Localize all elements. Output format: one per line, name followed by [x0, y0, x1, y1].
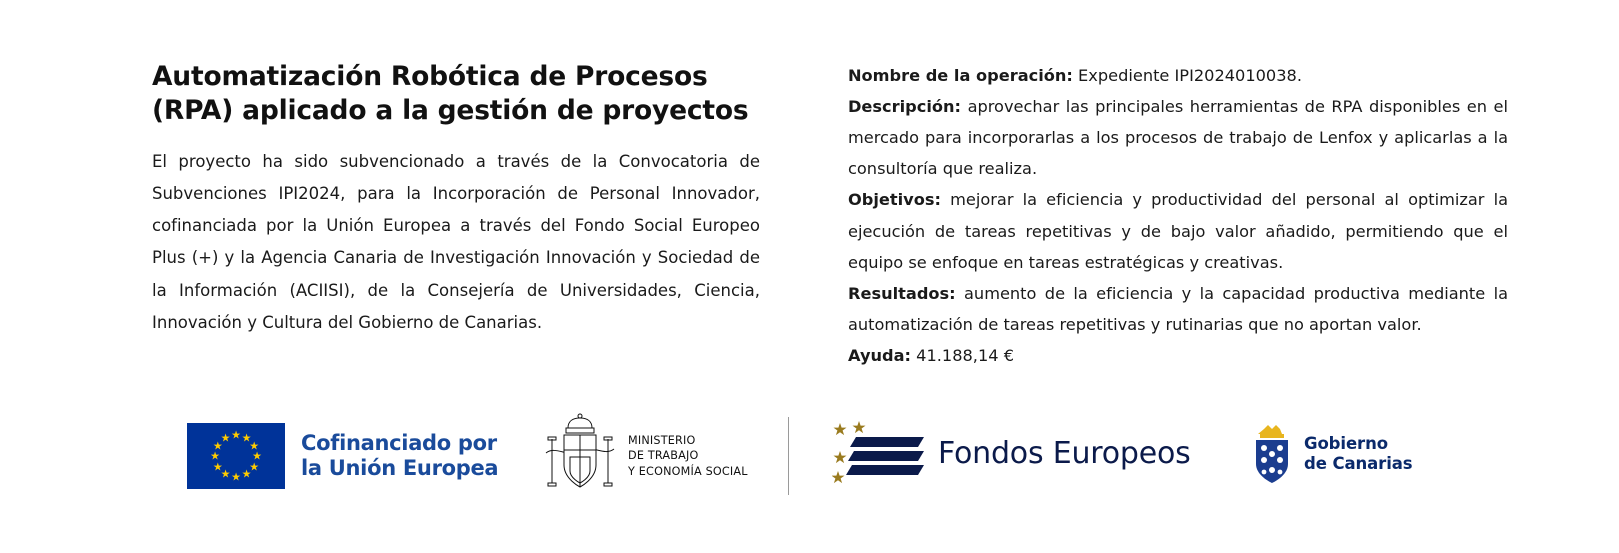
logo-divider	[788, 417, 789, 495]
ministerio-logo-text	[628, 433, 748, 478]
eu-star-icon: ★	[220, 431, 231, 445]
description-row	[848, 91, 1508, 184]
eu-star-icon: ★	[212, 460, 223, 473]
operation-row	[848, 60, 1508, 91]
results-label: Resultados:	[848, 283, 956, 303]
page-title-line-2: (RPA) aplicado a la gestión de proyectos	[152, 94, 749, 126]
eu-star-icon: ★	[231, 428, 241, 442]
eu-star-icon: ★	[212, 439, 223, 452]
fondos-europeos-logo	[832, 421, 1191, 485]
logo-strip	[152, 405, 1512, 510]
eu-logo-text-line-1: Cofinanciado por	[301, 431, 497, 456]
description-label: Descripción:	[848, 97, 962, 117]
gobierno-canarias-logo	[1250, 423, 1413, 485]
eu-flag-icon	[187, 423, 285, 489]
ministerio-line-1: MINISTERIO	[628, 434, 696, 448]
eu-star-icon: ★	[241, 431, 252, 445]
ministerio-line-3: Y ECONOMÍA SOCIAL	[628, 464, 748, 478]
aid-value: 41.188,14 €	[916, 345, 1015, 365]
page-title-line-1: Automatización Robótica de Procesos	[152, 61, 708, 92]
project-description-paragraph: El proyecto ha sido subvencionado a través de la Convocatoria de Subvenciones IPI2024, para la Incorporación de Personal Innovador, cofinanciada por la Unión Europea a través del Fondo Social Europeo Plus (+) y la Agencia Canaria de Investigación Innovación y Sociedad de la Información (ACIISI), de la Consejería de Universidades, Ciencia, Innovación y Cultura del Gobierno de Canarias.	[152, 151, 760, 332]
ministerio-logo	[542, 413, 748, 499]
eu-star-icon: ★	[231, 470, 241, 484]
eu-logo-text-line-2: la Unión Europea	[301, 456, 499, 480]
aid-row	[848, 340, 1508, 371]
objectives-label: Objetivos:	[848, 190, 941, 210]
page-title	[152, 60, 760, 128]
left-column	[152, 60, 760, 371]
ministerio-coat-of-arms-icon	[542, 413, 618, 499]
gobierno-line-1: Gobierno	[1304, 434, 1388, 454]
fondos-europeos-icon	[832, 421, 924, 485]
gobierno-canarias-text	[1304, 434, 1413, 474]
gobierno-line-2: de Canarias	[1304, 454, 1413, 473]
description-value: aprovechar las principales herramientas de RPA disponibles en el mercado para incorporarlas a los procesos de trabajo de Lenfox y aplicarlas a la consultoría que realiza.	[848, 97, 1509, 179]
right-column	[848, 60, 1508, 371]
results-row	[848, 278, 1508, 340]
content-columns	[152, 60, 1512, 371]
eu-logo-text	[301, 431, 498, 481]
eu-star-icon: ★	[210, 449, 220, 463]
eu-star-icon: ★	[249, 439, 260, 452]
ministerio-line-2: DE TRABAJO	[628, 449, 699, 463]
objectives-value: mejorar la eficiencia y productividad del personal al optimizar la ejecución de tareas repetitivas y de bajo valor añadido, permitiendo que el equipo se enfoque en tareas estratégicas y creativas.	[848, 190, 1508, 272]
results-value: aumento de la eficiencia y la capacidad productiva mediante la automatización de tareas repetitivas y rutinarias que no aportan valor.	[848, 283, 1508, 334]
objectives-row	[848, 184, 1508, 277]
gobierno-de-canarias-icon	[1250, 423, 1294, 485]
eu-star-icon: ★	[220, 467, 231, 481]
eu-star-icon: ★	[249, 460, 260, 473]
operation-label: Nombre de la operación:	[848, 66, 1073, 85]
fondos-europeos-text: Fondos Europeos	[938, 435, 1191, 471]
eu-star-icon: ★	[252, 449, 262, 463]
aid-label: Ayuda:	[848, 345, 912, 365]
operation-value: Expediente IPI2024010038.	[1078, 66, 1302, 85]
eu-cofunded-logo	[187, 423, 498, 489]
eu-star-icon: ★	[241, 467, 252, 481]
